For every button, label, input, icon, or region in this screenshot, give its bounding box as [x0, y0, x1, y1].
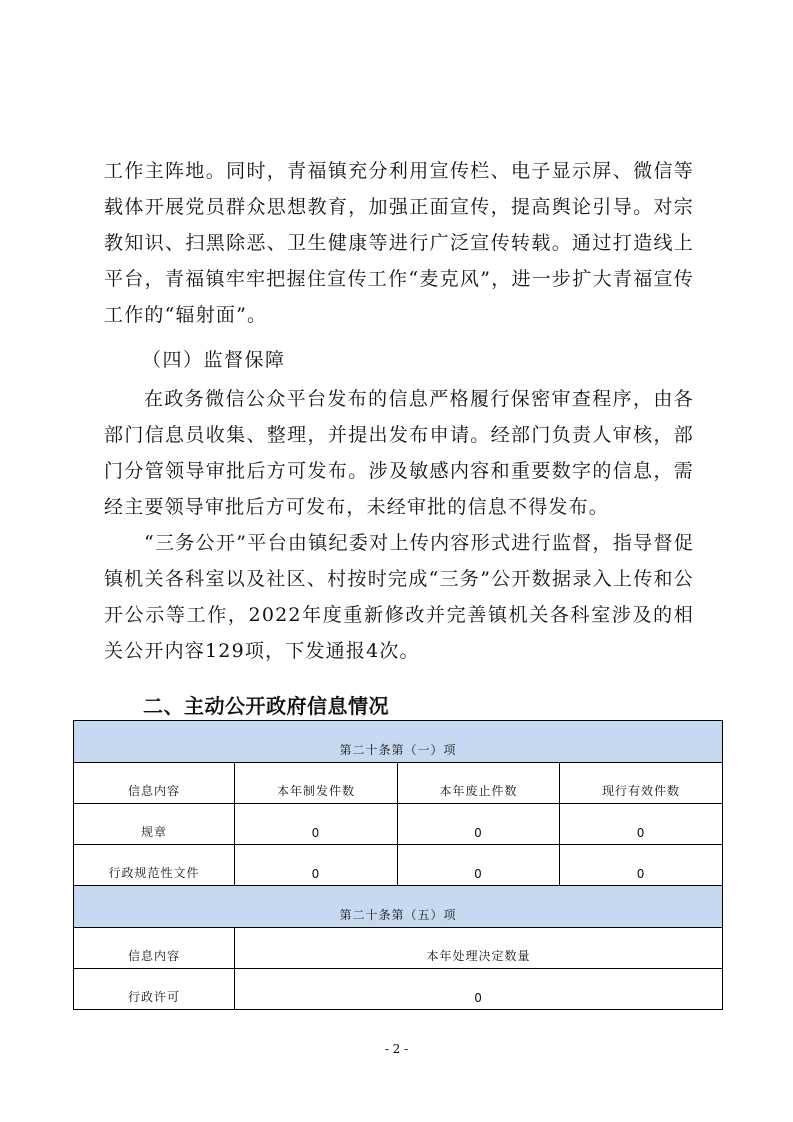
table-header-row — [74, 928, 723, 969]
paragraph-wechat-review: 在政务微信公众平台发布的信息严格履行保密审查程序，由各部门信息员收集、整理，并提出发布申请。经部门负责人审核，部门分管领导审批后方可发布。涉及敏感内容和重要数字的信息，需经主要领导审批后方可发布，未经审批的信息不得发布。 — [104, 388, 694, 518]
table-cell: 行政许可 — [74, 969, 235, 1010]
table-cell: 0 — [398, 845, 560, 886]
table-cell: 规章 — [74, 804, 235, 845]
table-cell: 0 — [235, 804, 398, 845]
header-cell: 信息内容 — [74, 763, 235, 804]
table-row — [74, 845, 723, 886]
table-header-row — [74, 763, 723, 804]
table-cell: 0 — [560, 804, 723, 845]
table-cell: 0 — [235, 845, 398, 886]
table-section-row — [74, 721, 723, 763]
header-cell: 本年制发件数 — [235, 763, 398, 804]
table-cell: 行政规范性文件 — [74, 845, 235, 886]
subheading-supervision: （四）监督保障 — [142, 349, 286, 371]
header-cell: 本年处理决定数量 — [235, 928, 723, 969]
disclosure-table — [73, 720, 723, 1010]
table-cell: 0 — [235, 969, 723, 1010]
table-section-row — [74, 886, 723, 928]
table-row — [74, 804, 723, 845]
table-cell: 0 — [560, 845, 723, 886]
table-row — [74, 969, 723, 1010]
page-number: - 2 - — [384, 1042, 409, 1056]
section-title-article-20-5: 第二十条第（五）项 — [74, 886, 723, 928]
paragraph-three-affairs: “三务公开”平台由镇纪委对上传内容形式进行监督，指导督促镇机关各科室以及社区、村按时完成“三务”公开数据录入上传和公开公示等工作，2022年度重新修改并完善镇机关各科室涉及的相关公开内容129项，下发通报4次。 — [104, 532, 694, 662]
table-cell: 0 — [398, 804, 560, 845]
header-cell: 本年废止件数 — [398, 763, 560, 804]
header-cell: 信息内容 — [74, 928, 235, 969]
section-heading: 二、主动公开政府信息情况 — [143, 694, 389, 718]
paragraph-publicity: 工作主阵地。同时，青福镇充分利用宣传栏、电子显示屏、微信等载体开展党员群众思想教育，加强正面宣传，提高舆论引导。对宗教知识、扫黑除恶、卫生健康等进行广泛宣传转载。通过打造线上平台，青福镇牢牢把握住宣传工作“麦克风”，进一步扩大青福宣传工作的“辐射面”。 — [104, 160, 694, 326]
section-title-article-20-1: 第二十条第（一）项 — [74, 721, 723, 763]
header-cell: 现行有效件数 — [560, 763, 723, 804]
